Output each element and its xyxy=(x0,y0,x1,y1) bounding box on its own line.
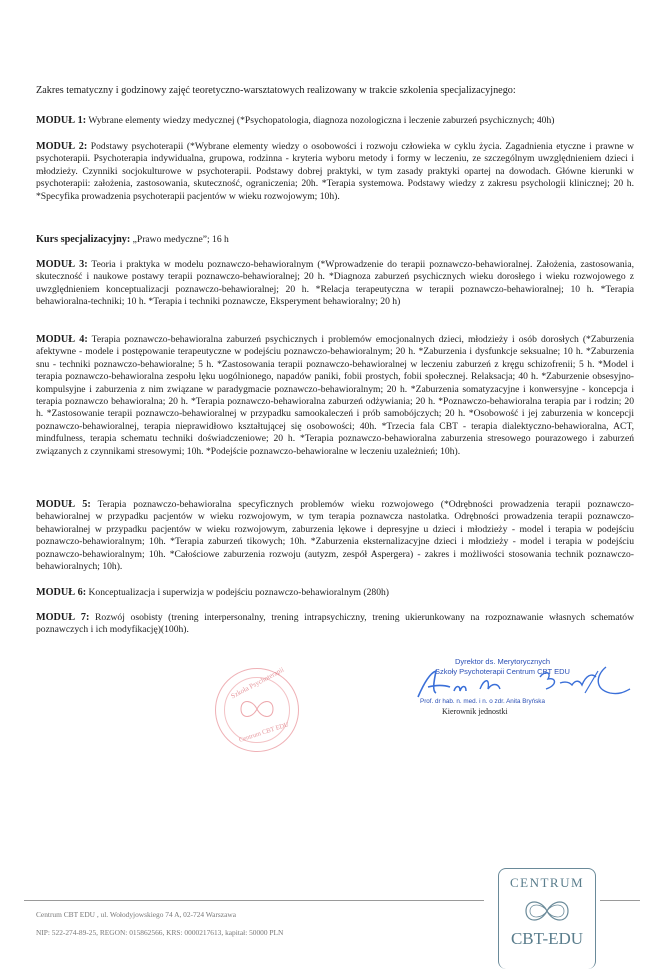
module-7 xyxy=(36,612,634,637)
module-label: MODUŁ 1: xyxy=(36,115,87,126)
module-4 xyxy=(36,334,634,458)
specialization-course xyxy=(36,234,634,246)
module-text: Terapia poznawczo-behawioralna zaburzeń psychicznych i problemów emocjonalnych dzieci, młodzieży i osób dorosłych (*Zaburzenia afektywne - modele i postępowanie terapeutyczne w podejściu poznawczo-behawioralnym; 20 h. *Zaburzenia i dysfunkcje seksualne; 10 h. *Zaburzenia snu - techniki poznawczo-behawioralne; 5 h. *Zastosowania terapii poznawczo-behawioralnej w leczeniu zaburzeń z kręgu schizofrenii; 5 h. *Model i terapia poznawczo-behawioralna zespołu lęku uogólnionego, napadów paniki, fobii prostych, fobii społecznej. Relaksacja; 40 h. *Zaburzenie obsesyjno-kompulsyjne i zaburzenia z nim związane w paradygmacie poznawczo-behawioralnym; 20 h. *Zaburzenia somatyzacyjne i konwersyjne - koncepcja i terapia poznawczo behawioralna; 20 h. *Terapia poznawczo-behawioralna zaburzeń odżywiania; 20 h. *Poznawczo-behawioralna terapia par i rodzin; 20 h. *Zastosowanie terapii poznawczo-behawioralnej w przypadku samookaleczeń i prób samobójczych; 20 h. *Osobowość i jej zaburzenia w koncepcji poznawczo-behawioralnej, terapia nieprawidłowo kształtującej się osobowości; 40h. *Trzecia fala CBT - terapia dialektyczno-behawioralna, ACT, mindfulness, terapia schematu techniki doświadczeniowe; 20 h. *Terapia poznawczo-behawioralna zaburzenia stresowego pourazowego i zaburzeń związanych z czynnikami stresowymi; 10h. *Podejście poznawczo-behawioralne w leczeniu uzależnień; 10h). xyxy=(36,334,634,457)
module-text: Terapia poznawczo-behawioralna specyficznych problemów wieku rozwojowego (*Odrębności prowadzenia terapii poznawczo-behawioralnej w przypadku pacjentów w wieku rozwojowym, w tym terapia poznawcza nastolatka. Odrębności prowadzenia terapii poznawczo-behawioralnej w przypadku pacjentów w wieku rozwojowym, zaburzenia lękowe i depresyjne u dzieci i młodzieży - model i terapia w podejściu poznawczo-behawioralnym; 10h. *Terapia zaburzeń tikowych; 10h. *Zaburzenia eksternalizacyjne dzieci i młodzieży - model i terapia w podejściu poznawczo-behawioralnym; 10h. *Całościowe zaburzenia rozwoju (autyzm, zespół Aspergera) - zakres i możliwości stosowania technik poznawczo-behawioralnych; 10h). xyxy=(36,499,634,573)
signature-title-line1: Dyrektor ds. Merytorycznych xyxy=(455,657,551,666)
infinity-icon xyxy=(238,697,276,721)
course-label: Kurs specjalizacyjny: xyxy=(36,234,131,245)
module-label: MODUŁ 3: xyxy=(36,259,88,270)
module-3 xyxy=(36,259,634,309)
module-text: Teoria i praktyka w modelu poznawczo-behawioralnym (*Wprowadzenie do terapii poznawczo-behawioralnej. Założenia, zastosowania, skuteczność i naukowe postawy terapii poznawczo-behawioralnej; 20 h. *Diagnoza zaburzeń psychicznych wieku dorosłego i wieku rozwojowego z uwzględnieniem konceptualizacji poznawczo-behawioralnej; 20 h. *Relacja terapeutyczna w terapii poznawczo-behawioralnej; 10 h. *Terapia behawioralna-techniki; 10 h. *Terapia i techniki poznawcze, Eksperyment behawioralny; 20 h) xyxy=(36,259,634,308)
signature-role: Kierownik jednostki xyxy=(442,707,508,716)
intro-text: Zakres tematyczny i godzinowy zajęć teoretyczno-warsztatowych realizowany w trakcie szkolenia specjalizacyjnego: xyxy=(36,85,516,96)
module-text: Rozwój osobisty (trening interpersonalny, trening intrapsychiczny, trening ukierunkowany na rozpoznawanie własnych schematów poznawczych i ich modyfikację)(100h). xyxy=(36,612,634,636)
round-stamp xyxy=(215,665,299,752)
signature-title-line2: Szkoły Psychoterapii Centrum CBT EDU xyxy=(435,667,570,676)
module-6 xyxy=(36,587,634,599)
logo-bottom-text: CBT-EDU xyxy=(510,929,584,948)
signature-name: Prof. dr hab. n. med. i n. o zdr. Anita Bryńska xyxy=(420,698,545,705)
module-2 xyxy=(36,141,634,203)
module-text: Podstawy psychoterapii (*Wybrane elementy wiedzy o osobowości i rozwoju człowieka w cyklu życia. Zagadnienia etyczne i prawne w psychoterapii. Psychoterapia indywidualna, grupowa, rodzinna - kryteria wyboru metody i formy w leczeniu, ze szczególnym uwzględnieniem dzieci i młodzieży. Czynniki socjokulturowe w psychoterapii. Podstawy dobrej praktyki, w tym zasady praktyki opartej na dowodach. Główne kierunki w psychoterapii: założenia, zastosowania, skuteczność, ograniczenia; 20h. *Terapia systemowa. Podstawy wiedzy z zakresu psychologii klinicznej; 20 h. *Specyfika prowadzenia psychoterapii pacjentów w wieku rozwojowym; 10h). xyxy=(36,141,634,202)
module-label: MODUŁ 2: xyxy=(36,141,88,152)
module-label: MODUŁ 6: xyxy=(36,587,87,598)
module-text: Konceptualizacja i superwizja w podejściu poznawczo-behawioralnym (280h) xyxy=(88,587,389,598)
handwritten-signature-icon xyxy=(410,663,640,703)
footer-address: Centrum CBT EDU , ul. Wołodyjowskiego 74 A, 02-724 Warszawa xyxy=(36,910,236,919)
footer-divider-right xyxy=(600,900,640,901)
course-text: „Prawo medyczne”; 16 h xyxy=(132,234,229,245)
infinity-logo-icon xyxy=(523,895,571,927)
module-label: MODUŁ 4: xyxy=(36,334,88,345)
module-label: MODUŁ 5: xyxy=(36,499,91,510)
stamp-top-text: Szkoła Psychoterapii xyxy=(229,665,286,701)
company-logo xyxy=(498,868,596,969)
footer-divider xyxy=(24,900,484,901)
module-label: MODUŁ 7: xyxy=(36,612,90,623)
module-5 xyxy=(36,499,634,573)
stamp-bottom-text: Centrum CBT EDU xyxy=(238,721,290,744)
signature-block xyxy=(410,655,650,730)
module-text: Wybrane elementy wiedzy medycznej (*Psychopatologia, diagnoza nozologiczna i leczenie zaburzeń psychicznych; 40h) xyxy=(88,115,555,126)
footer-registration: NIP: 522-274-89-25, REGON: 015862566, KRS: 0000217613, kapitał: 50000 PLN xyxy=(36,928,284,937)
module-1 xyxy=(36,115,634,127)
logo-top-text: CENTRUM xyxy=(509,875,585,890)
